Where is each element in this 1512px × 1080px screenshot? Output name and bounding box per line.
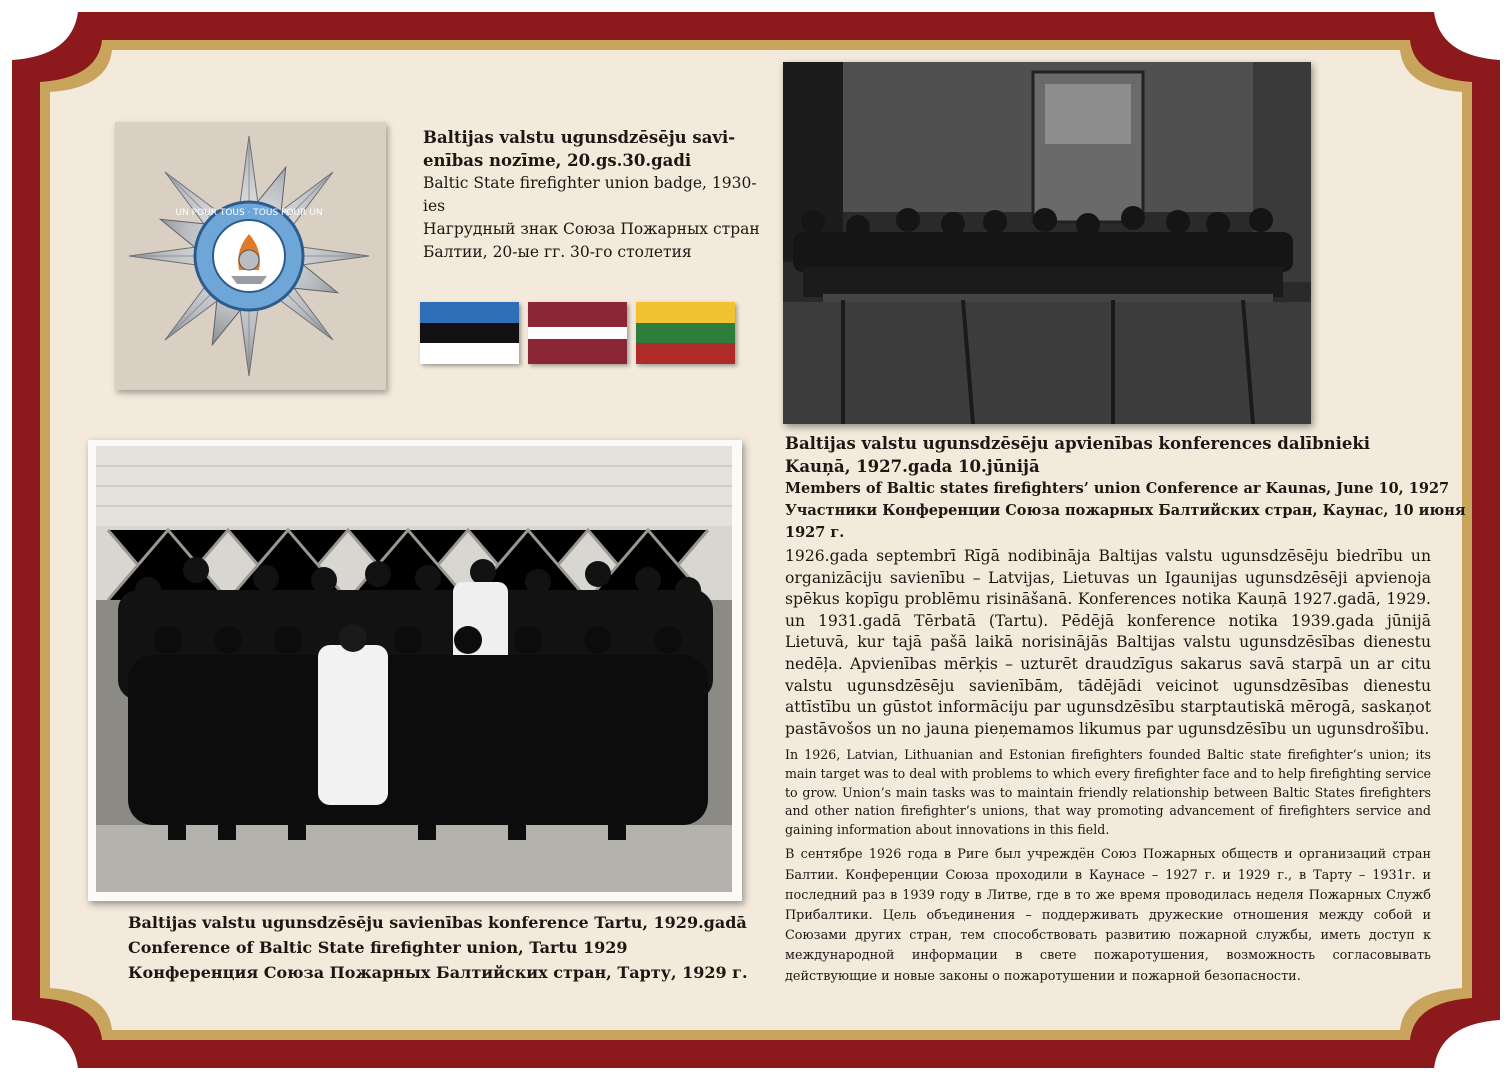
lithuania-flag <box>636 302 735 364</box>
conference-room-image <box>783 62 1311 424</box>
latvia-flag <box>528 302 627 364</box>
history-text-lv: 1926.gada septembrī Rīgā nodibināja Baltijas valstu ugunsdzēsēju biedrību un organizāciju savienību – Latvijas, Lietuvas un Igaunijas ugunsdzēsēji apvienoja spēkus kopīgu problēmu risināšanā. Konferences notika Kauņā 1927.gadā, 1929. un 1931.gadā Tērbatā (Tartu). Pēdējā konference notika 1939.gada jūnijā Lietuvā, kur tajā pašā laikā norisinājās Baltijas valstu ugunsdzēsības dienestu nedēļa. Apvienības mērķis – uzturēt draudzīgus sakarus savā starpā un ar citu valstu ugunsdzēsēju savienībām, tādējādi veicinot ugunsdzēsības dienestu attīstību un gūstot informāciju par ugunsdzēsību starptautiskā mērogā, saskaņot pastāvošos un no jauna pieņemamos likumus par ugunsdzēsību un ugunsdrošību. <box>785 547 1431 738</box>
bottom-caption-en: Conference of Baltic State firefighter union, Tartu 1929 <box>128 938 628 957</box>
badge-ring-text: UN POUR TOUS · TOUS POUR UN <box>175 208 323 218</box>
group-portrait-image <box>88 440 742 901</box>
history-text-ru: В сентябре 1926 года в Риге был учреждён Союз Пожарных обществ и организаций стран Балтии. Конференции Союза проходили в Каунасе – 1927 г. и 1929 г., в Тарту – 1931г. и последний раз в 1939 году в Литве, где в то же время проводилась неделя Пожарных Служб Прибалтики. Цель объединения – поддерживать дружеские отношения между собой и Союзами других стран, тем способствовать развитию пожарной службы, иметь доступ к международной информации в свете пожаротушения, возможность согласовывать действующие и новые законы о пожаротушении и пожарной безопасности. <box>785 847 1431 984</box>
top-caption-lv-1: Baltijas valstu ugunsdzēsēju apvienības konferences dalībnieki <box>785 434 1371 453</box>
top-caption-en: Members of Baltic states firefighters’ union Conference ar Kaunas, June 10, 1927 <box>785 480 1450 497</box>
badge-caption-lv-1: Baltijas valstu ugunsdzēsēju savi- <box>423 128 736 147</box>
top-caption-lv-2: Kauņā, 1927.gada 10.jūnijā <box>785 457 1040 476</box>
conference-tartu-photo <box>88 440 742 901</box>
bottom-caption-lv: Baltijas valstu ugunsdzēsēju savienības konference Tartu, 1929.gadā <box>128 913 747 932</box>
badge-photo <box>115 122 386 390</box>
estonia-flag <box>420 302 519 364</box>
badge-caption-ru-2: Балтии, 20-ые гг. 30-го столетия <box>423 243 692 261</box>
badge-star-icon <box>115 122 386 390</box>
badge-caption-lv-2: enības nozīme, 20.gs.30.gadi <box>423 151 692 170</box>
conference-kaunas-caption <box>785 432 1485 544</box>
history-text-en: In 1926, Latvian, Lithuanian and Estonian firefighters founded Baltic state firefighter’s union; its main target was to deal with problems to which every firefighter face and to help firefighting service to grow. Union’s main tasks was to maintain friendly relationship between Baltic States firefighters and other nation firefighter’s unions, that way promoting advancement of firefighters service and gaining information about innovations in this field. <box>785 747 1431 837</box>
conference-tartu-caption <box>128 910 768 985</box>
history-text <box>785 546 1431 987</box>
conference-kaunas-photo <box>783 62 1311 424</box>
badge-caption <box>423 126 763 264</box>
bottom-caption-ru: Конференция Союза Пожарных Балтийских стран, Тарту, 1929 г. <box>128 963 748 982</box>
badge-caption-ru-1: Нагрудный знак Союза Пожарных стран <box>423 220 760 238</box>
badge-caption-en: Baltic State firefighter union badge, 1930-ies <box>423 174 757 215</box>
top-caption-ru: Участники Конференции Союза пожарных Балтийских стран, Каунас, 10 июня 1927 г. <box>785 502 1466 541</box>
